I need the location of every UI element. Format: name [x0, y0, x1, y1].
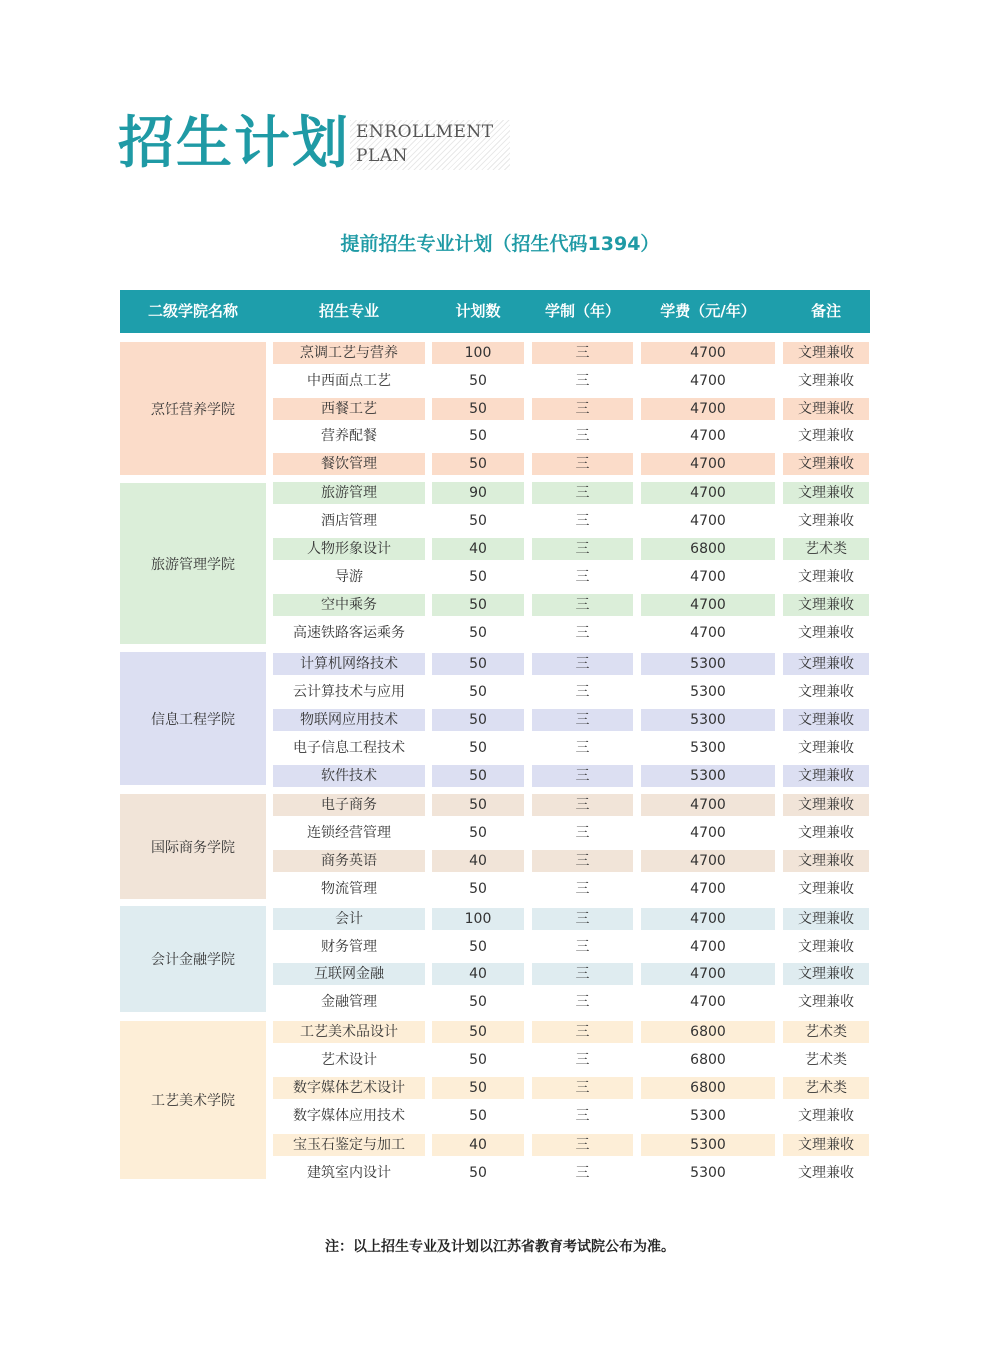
column-header-fee: 学费（元/年） — [660, 302, 756, 320]
college-cell: 国际商务学院 — [120, 794, 266, 899]
fee-cell: 4700 — [690, 881, 726, 897]
plan-cell: 50 — [469, 428, 487, 444]
note-cell: 文理兼收 — [798, 825, 854, 841]
fee-cell: 4700 — [690, 939, 726, 955]
table-header — [120, 290, 870, 333]
major-cell: 人物形象设计 — [273, 538, 425, 560]
major-cell: 艺术设计 — [321, 1052, 377, 1068]
fee-cell: 5300 — [690, 1108, 726, 1124]
major-cell: 营养配餐 — [321, 428, 377, 444]
plan-cell: 40 — [432, 1134, 524, 1156]
major-cell: 数字媒体艺术设计 — [273, 1077, 425, 1099]
note-cell: 文理兼收 — [798, 428, 854, 444]
years-cell: 三 — [575, 740, 590, 756]
major-cell: 工艺美术品设计 — [273, 1021, 425, 1043]
fee-cell: 6800 — [690, 1052, 726, 1068]
plan-cell: 50 — [432, 765, 524, 787]
plan-cell: 50 — [432, 594, 524, 616]
plan-cell: 50 — [469, 684, 487, 700]
major-cell: 西餐工艺 — [273, 398, 425, 420]
plan-cell: 90 — [432, 482, 524, 504]
fee-cell: 5300 — [641, 1134, 775, 1156]
major-cell: 连锁经营管理 — [307, 825, 391, 841]
years-cell: 三 — [575, 1165, 590, 1181]
major-cell: 金融管理 — [321, 994, 377, 1010]
fee-cell: 4700 — [690, 373, 726, 389]
note-cell: 文理兼收 — [798, 1165, 854, 1181]
years-cell: 三 — [532, 963, 633, 985]
note-cell: 文理兼收 — [798, 569, 854, 585]
plan-cell: 50 — [469, 513, 487, 529]
note-cell: 文理兼收 — [798, 1108, 854, 1124]
fee-cell: 5300 — [690, 1165, 726, 1181]
note-cell: 艺术类 — [783, 1077, 869, 1099]
note-cell: 文理兼收 — [783, 1134, 869, 1156]
note-cell: 艺术类 — [783, 538, 869, 560]
english-title-line1: ENROLLMENT — [356, 122, 494, 142]
years-cell: 三 — [575, 569, 590, 585]
note-cell: 文理兼收 — [783, 908, 869, 930]
fee-cell: 4700 — [641, 482, 775, 504]
note-cell: 文理兼收 — [783, 709, 869, 731]
fee-cell: 4700 — [690, 428, 726, 444]
fee-cell: 5300 — [690, 684, 726, 700]
note-cell: 文理兼收 — [783, 794, 869, 816]
college-cell: 工艺美术学院 — [120, 1021, 266, 1179]
years-cell: 三 — [532, 594, 633, 616]
years-cell: 三 — [532, 1134, 633, 1156]
fee-cell: 4700 — [690, 569, 726, 585]
plan-cell: 50 — [469, 825, 487, 841]
note-cell: 文理兼收 — [783, 453, 869, 475]
plan-cell: 40 — [432, 963, 524, 985]
fee-cell: 5300 — [690, 740, 726, 756]
years-cell: 三 — [532, 765, 633, 787]
major-cell: 烹调工艺与营养 — [273, 342, 425, 364]
major-cell: 酒店管理 — [321, 513, 377, 529]
years-cell: 三 — [532, 908, 633, 930]
page-header — [118, 112, 518, 182]
plan-cell: 50 — [432, 398, 524, 420]
plan-cell: 50 — [432, 794, 524, 816]
years-cell: 三 — [532, 709, 633, 731]
fee-cell: 6800 — [641, 538, 775, 560]
years-cell: 三 — [532, 538, 633, 560]
column-header-college: 二级学院名称 — [147, 302, 238, 320]
note-cell: 文理兼收 — [783, 482, 869, 504]
major-cell: 物联网应用技术 — [273, 709, 425, 731]
plan-cell: 50 — [432, 1077, 524, 1099]
years-cell: 三 — [532, 398, 633, 420]
note-cell: 艺术类 — [783, 1021, 869, 1043]
plan-cell: 50 — [469, 881, 487, 897]
years-cell: 三 — [575, 881, 590, 897]
fee-cell: 4700 — [641, 342, 775, 364]
years-cell: 三 — [575, 513, 590, 529]
fee-cell: 4700 — [641, 398, 775, 420]
years-cell: 三 — [575, 1108, 590, 1124]
fee-cell: 4700 — [641, 453, 775, 475]
major-cell: 数字媒体应用技术 — [293, 1108, 405, 1124]
note-cell: 文理兼收 — [783, 653, 869, 675]
major-cell: 高速铁路客运乘务 — [293, 625, 405, 641]
plan-cell: 40 — [432, 538, 524, 560]
note-cell: 文理兼收 — [783, 850, 869, 872]
major-cell: 软件技术 — [273, 765, 425, 787]
years-cell: 三 — [532, 1021, 633, 1043]
column-header-plan: 计划数 — [455, 302, 501, 320]
note-cell: 文理兼收 — [783, 398, 869, 420]
major-cell: 中西面点工艺 — [307, 373, 391, 389]
column-header-major: 招生专业 — [318, 302, 379, 320]
years-cell: 三 — [532, 1077, 633, 1099]
plan-cell: 50 — [469, 740, 487, 756]
major-cell: 建筑室内设计 — [307, 1165, 391, 1181]
plan-cell: 100 — [432, 908, 524, 930]
english-title-line2: PLAN — [356, 146, 408, 166]
major-cell: 互联网金融 — [273, 963, 425, 985]
college-cell: 信息工程学院 — [120, 652, 266, 785]
years-cell: 三 — [532, 653, 633, 675]
plan-cell: 50 — [432, 709, 524, 731]
years-cell: 三 — [575, 373, 590, 389]
table-subtitle: 提前招生专业计划（招生代码1394） — [340, 233, 660, 255]
major-cell: 云计算技术与应用 — [293, 684, 405, 700]
plan-cell: 50 — [469, 994, 487, 1010]
major-cell: 宝玉石鉴定与加工 — [273, 1134, 425, 1156]
years-cell: 三 — [532, 453, 633, 475]
note-cell: 艺术类 — [805, 1052, 847, 1068]
major-cell: 财务管理 — [321, 939, 377, 955]
college-cell: 旅游管理学院 — [120, 483, 266, 644]
years-cell: 三 — [575, 1052, 590, 1068]
fee-cell: 6800 — [641, 1077, 775, 1099]
plan-cell: 50 — [469, 373, 487, 389]
note-cell: 文理兼收 — [798, 373, 854, 389]
years-cell: 三 — [532, 482, 633, 504]
plan-cell: 50 — [469, 625, 487, 641]
fee-cell: 4700 — [690, 825, 726, 841]
years-cell: 三 — [575, 625, 590, 641]
years-cell: 三 — [532, 850, 633, 872]
years-cell: 三 — [575, 684, 590, 700]
english-title-box — [350, 120, 510, 170]
note-cell: 文理兼收 — [783, 594, 869, 616]
plan-cell: 50 — [469, 1052, 487, 1068]
fee-cell: 5300 — [641, 653, 775, 675]
college-cell: 会计金融学院 — [120, 906, 266, 1012]
column-header-years: 学制（年） — [544, 302, 620, 320]
fee-cell: 4700 — [641, 908, 775, 930]
major-cell: 餐饮管理 — [273, 453, 425, 475]
plan-cell: 50 — [432, 1021, 524, 1043]
note-cell: 文理兼收 — [798, 625, 854, 641]
fee-cell: 4700 — [641, 594, 775, 616]
major-cell: 电子信息工程技术 — [293, 740, 405, 756]
years-cell: 三 — [532, 794, 633, 816]
plan-cell: 50 — [469, 1165, 487, 1181]
note-cell: 文理兼收 — [783, 963, 869, 985]
plan-cell: 50 — [469, 1108, 487, 1124]
plan-cell: 40 — [432, 850, 524, 872]
plan-cell: 50 — [432, 653, 524, 675]
years-cell: 三 — [575, 428, 590, 444]
fee-cell: 4700 — [641, 850, 775, 872]
years-cell: 三 — [575, 994, 590, 1010]
note-cell: 文理兼收 — [798, 939, 854, 955]
major-cell: 电子商务 — [273, 794, 425, 816]
major-cell: 会计 — [273, 908, 425, 930]
college-cell: 烹饪营养学院 — [120, 342, 266, 475]
major-cell: 空中乘务 — [273, 594, 425, 616]
fee-cell: 4700 — [641, 794, 775, 816]
major-cell: 商务英语 — [273, 850, 425, 872]
major-cell: 旅游管理 — [273, 482, 425, 504]
note-cell: 文理兼收 — [783, 342, 869, 364]
fee-cell: 6800 — [641, 1021, 775, 1043]
note-cell: 文理兼收 — [783, 765, 869, 787]
major-cell: 物流管理 — [321, 881, 377, 897]
years-cell: 三 — [575, 939, 590, 955]
plan-cell: 50 — [432, 453, 524, 475]
major-cell: 导游 — [335, 569, 363, 585]
plan-cell: 100 — [432, 342, 524, 364]
fee-cell: 4700 — [690, 513, 726, 529]
column-header-note: 备注 — [810, 302, 841, 320]
plan-cell: 50 — [469, 569, 487, 585]
note-cell: 文理兼收 — [798, 740, 854, 756]
fee-cell: 4700 — [690, 994, 726, 1010]
years-cell: 三 — [575, 825, 590, 841]
plan-cell: 50 — [469, 939, 487, 955]
note-cell: 文理兼收 — [798, 881, 854, 897]
fee-cell: 4700 — [690, 625, 726, 641]
fee-cell: 4700 — [641, 963, 775, 985]
years-cell: 三 — [532, 342, 633, 364]
note-cell: 文理兼收 — [798, 994, 854, 1010]
footnote: 注：以上招生专业及计划以江苏省教育考试院公布为准。 — [325, 1239, 675, 1255]
fee-cell: 5300 — [641, 765, 775, 787]
page-title: 招生计划 — [118, 111, 350, 176]
note-cell: 文理兼收 — [798, 513, 854, 529]
fee-cell: 5300 — [641, 709, 775, 731]
major-cell: 计算机网络技术 — [273, 653, 425, 675]
note-cell: 文理兼收 — [798, 684, 854, 700]
